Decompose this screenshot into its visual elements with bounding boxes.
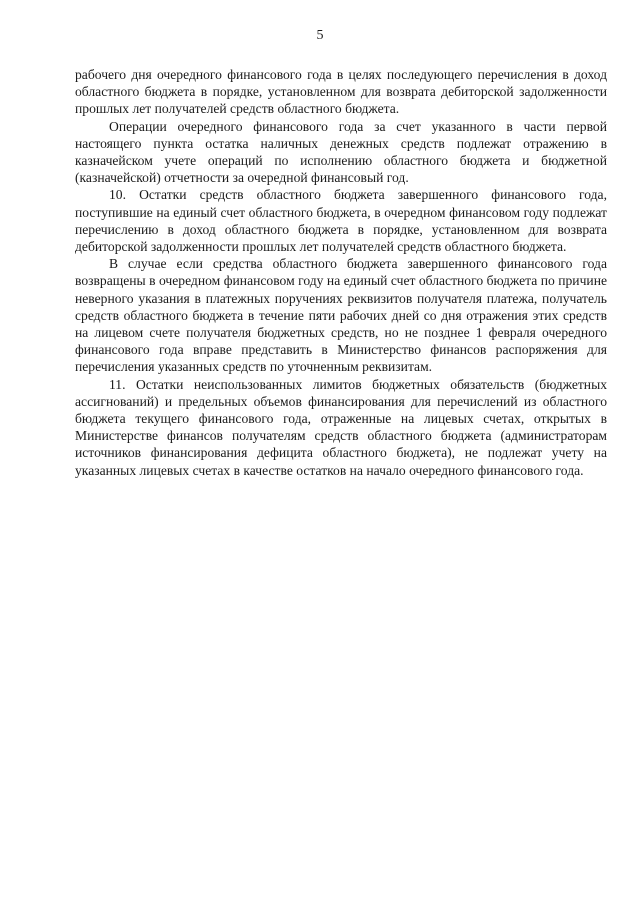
page-number: 5 <box>316 28 324 43</box>
document-body <box>75 66 607 479</box>
paragraph-continuation: рабочего дня очередного финансового года в целях последующего перечисления в доход областного бюджета в порядке, установленном для возврата дебиторской задолженности прошлых лет получателей средств областного бюджета. <box>75 67 607 117</box>
paragraph-returned-funds: В случае если средства областного бюджета завершенного финансового года возвращены в очередном финансовом году на единый счет областного бюджета по причине неверного указания в платежных поручениях реквизитов получателя платежа, получатель средств областного бюджета в течение пяти рабочих дней со дня отражения этих средств на лицевом счете получателя бюджетных средств, но не позднее 1 февраля очередного финансового года вправе представить в Министерство финансов распоряжения для перечисления указанных средств по уточненным реквизитам. <box>75 256 607 375</box>
paragraph-operations: Операции очередного финансового года за счет указанного в части первой настоящего пункта остатка наличных денежных средств подлежат отражению в казначейском учете операций по исполнению областного бюджета и бюджетной (казначейской) отчетности за очередной финансовый год. <box>75 118 607 186</box>
paragraph-item-10: 10. Остатки средств областного бюджета завершенного финансового года, поступившие на единый счет областного бюджета, в очередном финансовом году подлежат перечислению в доход областного бюджета в порядке, установленном для возврата дебиторской задолженности прошлых лет получателей средств областного бюджета. <box>75 187 607 255</box>
paragraph-item-11: 11. Остатки неиспользованных лимитов бюджетных обязательств (бюджетных ассигнований) и предельных объемов финансирования для перечислений из областного бюджета текущего финансового года, отраженные на лицевых счетах, открытых в Министерстве финансов получателям средств областного бюджета (администраторам источников финансирования дефицита областного бюджета), не подлежат учету на указанных лицевых счетах в качестве остатков на начало очередного финансового года. <box>75 376 607 478</box>
